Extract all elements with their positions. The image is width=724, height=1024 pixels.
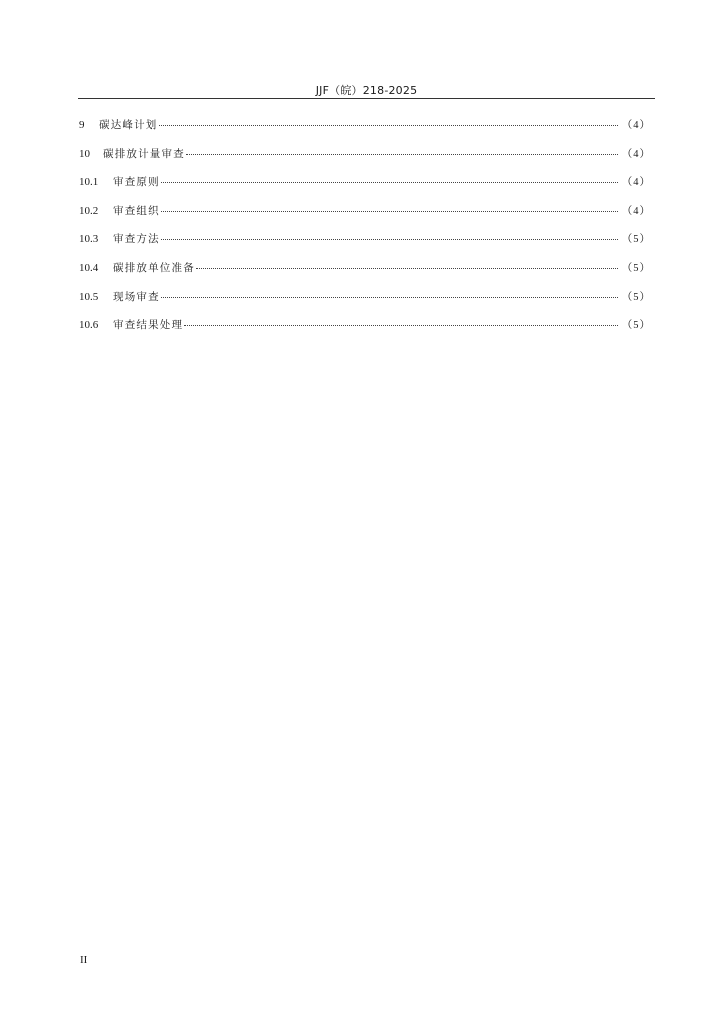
toc-entry[interactable] [79,232,651,261]
toc-dot-leader [161,238,618,240]
toc-entry-page: （5） [621,262,651,274]
toc-entry-page: （4） [621,177,651,189]
toc-entry[interactable] [79,204,651,233]
toc-entry-title: 审查原则 [113,176,160,189]
toc-entry[interactable] [79,261,651,290]
toc-dot-leader [196,267,618,269]
toc-entry-page: （5） [621,320,651,332]
toc-entry-title: 现场审查 [113,290,160,303]
toc-dot-leader [161,296,618,298]
toc-dot-leader [159,124,618,126]
toc-entry-title: 碳排放单位准备 [113,261,195,274]
page-header-title: JJF（皖）218-2025 [315,84,418,97]
toc-entry-number: 10.2 [79,204,99,217]
toc-entry-page: （5） [621,234,651,246]
toc-entry-number: 10.6 [79,319,99,332]
toc-entry-number: 10.1 [79,176,99,189]
toc-entry-number: 9 [79,119,85,131]
toc-entry-title: 审查结果处理 [113,319,184,332]
toc-entry-page: （5） [621,291,651,303]
header-rule [78,98,655,99]
toc-dot-leader [161,210,618,212]
toc-entry[interactable] [79,290,651,319]
page-number: II [80,954,88,966]
toc-entry-number: 10.4 [79,261,99,274]
toc-entry-title: 碳排放计量审查 [103,147,185,160]
toc-dot-leader [186,153,618,155]
toc-entry-page: （4） [621,148,651,160]
toc-entry[interactable] [79,118,651,147]
toc-entry-title: 碳达峰计划 [99,119,158,131]
toc-dot-leader [161,181,618,183]
toc-entry-page: （4） [621,120,651,131]
toc-entry-number: 10 [79,147,90,160]
toc-entry-title: 审查方法 [113,233,160,246]
toc-dot-leader [184,324,618,326]
toc-entry-page: （4） [621,205,651,217]
toc-entry[interactable] [79,175,651,204]
toc-entry[interactable] [79,318,651,347]
toc-entry-number: 10.3 [79,233,99,246]
toc-entry[interactable] [79,147,651,176]
toc-entry-number: 10.5 [79,290,99,303]
toc-entry-title: 审查组织 [113,204,160,217]
table-of-contents [79,118,651,347]
